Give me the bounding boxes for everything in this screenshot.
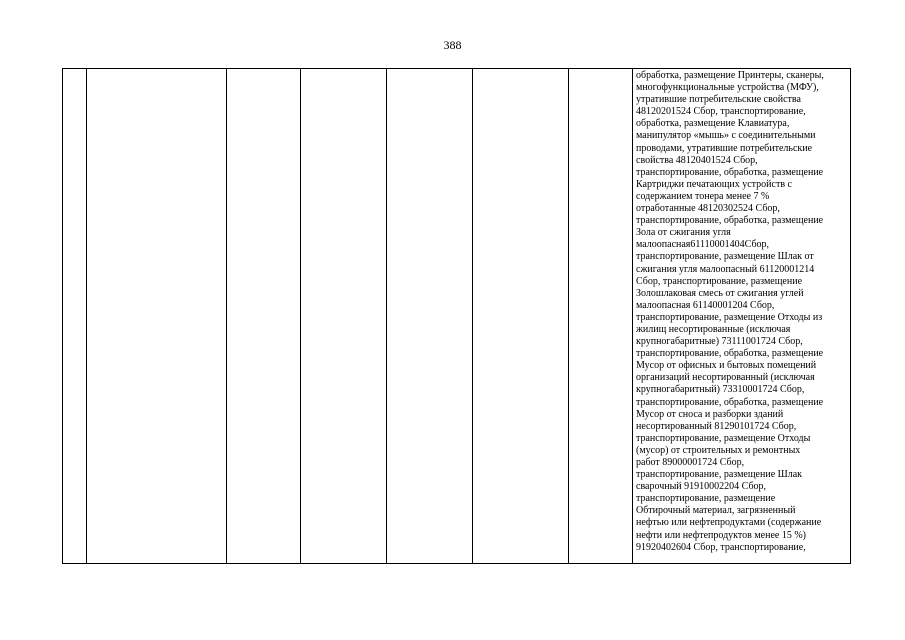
table-cell-description bbox=[633, 69, 851, 564]
table-cell-col-4 bbox=[301, 69, 387, 564]
document-table bbox=[62, 68, 851, 564]
page-number: 388 bbox=[443, 38, 462, 52]
waste-description-text: обработка, размещение Принтеры, сканеры, многофункциональные устройства (МФУ), утратившие потребительские свойства 48120201524 Сбор, транспортирование, обработка, размещение Клавиатура, манипулятор «мышь» с соединительными проводами, утратившие потребительские свойства 48120401524 Сбор, транспортирование, обработка, размещение Картриджи печатающих устройств с содержанием тонера менее 7 % отработанные 48120302524 Сбор, транспортирование, обработка, размещение Зола от сжигания угля малоопасная61110001404Сбор, транспортирование, размещение Шлак от сжигания угля малоопасный 61120001214 Сбор, транспортирование, размещение Золошлаковая смесь от сжигания углей малоопасная 61140001204 Сбор, транспортирование, размещение Отходы из жилищ несортированные (исключая крупногабаритные) 73111001724 Сбор, транспортирование, обработка, размещение Мусор от офисных и бытовых помещений организаций несортированный (исключая крупногабаритный) 73310001724 Сбор, транспортирование, обработка, размещение Мусор от сноса и разборки зданий несортированный 81290101724 Сбор, транспортирование, размещение Отходы (мусор) от строительных и ремонтных работ 89000001724 Сбор, транспортирование, размещение Шлак сварочный 91910002204 Сбор, транспортирование, размещение Обтирочный материал, загрязненный нефтью или нефтепродуктами (содержание нефти или нефтепродуктов менее 15 %) 91920402604 Сбор, транспортирование, bbox=[636, 70, 824, 553]
table-cell-col-7 bbox=[569, 69, 633, 564]
table-row bbox=[63, 69, 851, 564]
table-cell-col-6 bbox=[473, 69, 569, 564]
table-cell-col-1 bbox=[63, 69, 87, 564]
table-cell-col-3 bbox=[227, 69, 301, 564]
table-cell-col-2 bbox=[87, 69, 227, 564]
table-cell-col-5 bbox=[387, 69, 473, 564]
